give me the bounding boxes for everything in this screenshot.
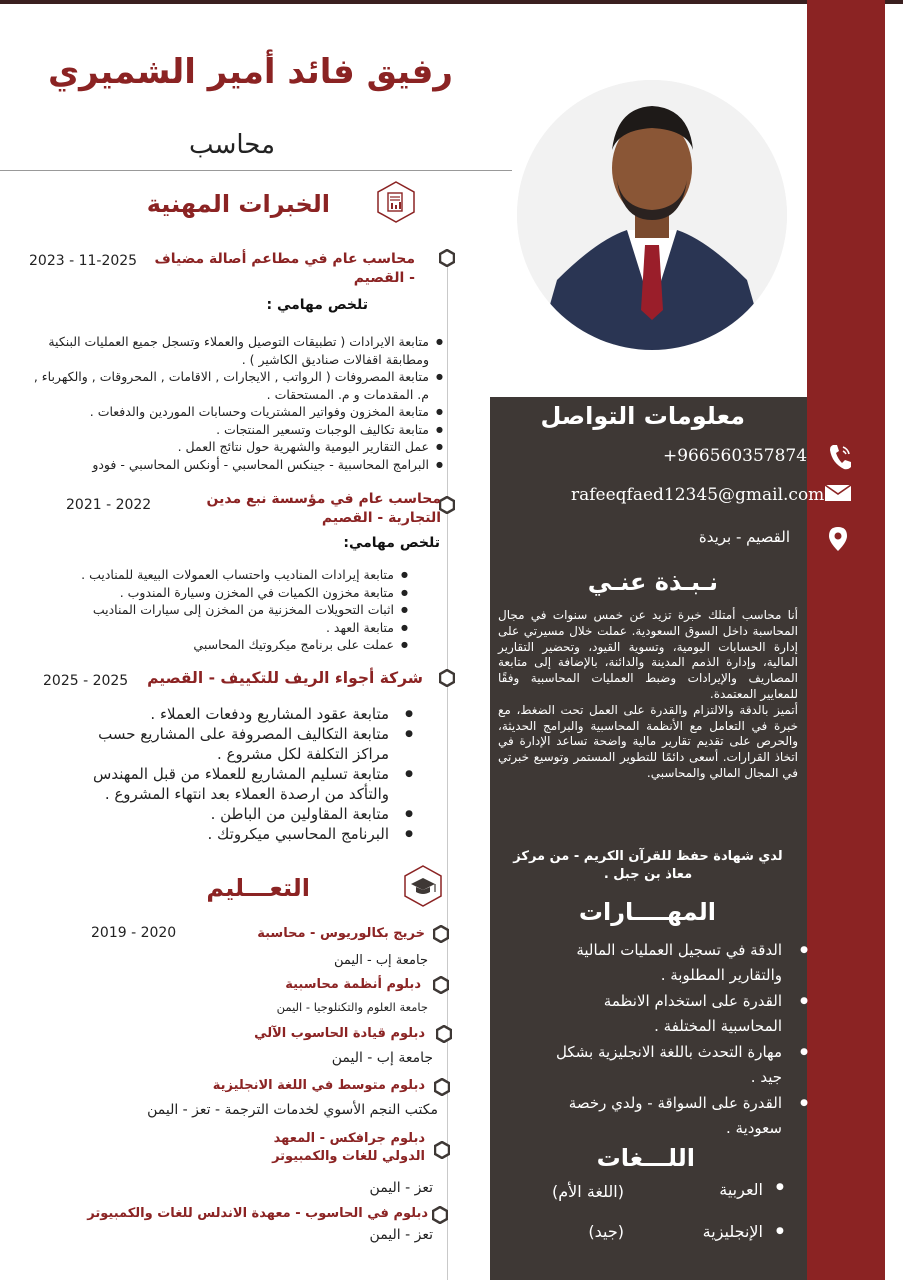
timeline-dot-icon <box>436 1025 452 1043</box>
list-item: ● عمل التقارير اليومية والشهرية حول نتائج العمل . <box>33 438 443 456</box>
timeline-dot-icon <box>434 1078 450 1096</box>
timeline-dot-icon <box>439 249 455 267</box>
about-heading: نـبـذة عنـي <box>587 568 718 596</box>
job-tasks-3 <box>93 704 413 844</box>
edu-date-1: 2019 - 2020 <box>91 925 177 941</box>
job-subtitle-1: تلخص مهامي : <box>266 297 368 313</box>
edu-institution-3: جامعة إب - اليمن <box>331 1050 433 1066</box>
timeline-line <box>447 262 448 1280</box>
skills-list <box>538 938 808 1142</box>
edu-institution-4: مكتب النجم الأسوي لخدمات الترجمة - تعز - اليمن <box>147 1102 438 1118</box>
timeline-dot-icon <box>433 976 449 994</box>
list-item: ● متابعة المخزون وفواتير المشتريات وحسابات الموردين والدفعات . <box>33 403 443 421</box>
location-text: القصيم - بريدة <box>698 528 790 546</box>
list-item: ● مهارة التحدث باللغة الانجليزية بشكل جيد . <box>538 1040 808 1090</box>
timeline-dot-icon <box>439 496 455 514</box>
experience-heading: الخبرات المهنية <box>146 190 330 218</box>
job-title-3: شركة أجواء الريف للتكييف - القصيم <box>147 669 423 687</box>
graduation-cap-icon <box>402 864 444 908</box>
profile-photo <box>517 80 787 350</box>
list-item: ● متابعة تكاليف الوجبات وتسعير المنتجات . <box>33 421 443 439</box>
edu-institution-5: تعز - اليمن <box>369 1180 433 1196</box>
job-tasks-2 <box>48 566 408 654</box>
full-name: رفيق فائد أمير الشميري <box>47 52 453 92</box>
job-title: محاسب <box>189 130 275 160</box>
bullet-icon: ● <box>776 1182 784 1192</box>
about-bio: أنا محاسب أمتلك خبرة تزيد عن خمس سنوات في مجال المحاسبة داخل السوق السعودية. عملت خلال مسيرتي على إدارة الحسابات اليومية، وتسوية القيود، وتحضير التقارير المالية، وإدارة الذمم المدينة والدائنة، بالإضافة إلى متابعة المصاريف والإيرادات وضبط العمليات المحاسبية وفقًا للمعايير المعتمدة. أتميز بالدقة والالتزام والقدرة على العمل تحت الضغط، مع خبرة في التعامل مع الأنظمة المحاسبية والبرامج الحديثة، والحرص على تقديم تقارير مالية واضحة تساعد الإدارة في اتخاذ القرارات. أسعى دائمًا للتطوير المستمر وتوسيع خبرتي في المجال المالي والمحاسبي. <box>498 608 798 780</box>
list-item: ● متابعة مخزون الكميات في المخزن وسيارة المندوب . <box>48 584 408 602</box>
job-date-3: 2025 - 2025 <box>43 673 129 689</box>
phone-icon <box>828 443 852 475</box>
edu-institution-2: جامعة العلوم والتكنلوجيا - اليمن <box>276 1000 428 1014</box>
edu-title-5: دبلوم جرافكس - المعهد الدولي للغات والكمبيوتر <box>272 1131 425 1164</box>
job-tasks-1 <box>33 333 443 473</box>
language-level-1: (اللغة الأم) <box>552 1182 624 1201</box>
education-heading: التعـــليم <box>206 874 310 902</box>
list-item: ● الدقة في تسجيل العمليات المالية والتقارير المطلوبة . <box>538 938 808 988</box>
list-item: ● القدرة على استخدام الانظمة المحاسبية المختلفة . <box>538 989 808 1039</box>
email-address: rafeeqfaed12345@gmail.com <box>571 485 825 505</box>
edu-title-3: دبلوم قيادة الحاسوب الآلي <box>254 1026 425 1041</box>
edu-institution-6: تعز - اليمن <box>369 1227 433 1243</box>
phone-number: +966560357874 <box>663 446 808 466</box>
list-item: ● متابعة المصروفات ( الرواتب , الايجارات , الاقامات , المحروقات , والكهرباء , م. المقدمات و م. المستحقات . <box>33 368 443 403</box>
language-name-1: العربية <box>719 1180 763 1199</box>
top-border <box>0 0 903 4</box>
language-name-2: الإنجليزية <box>702 1222 763 1241</box>
timeline-dot-icon <box>432 1206 448 1224</box>
location-pin-icon <box>828 526 848 556</box>
list-item: ● عملت على برنامج ميكروتيك المحاسبي <box>48 636 408 654</box>
job-date-2: 2021 - 2022 <box>66 497 152 513</box>
edu-title-1: خريج بكالوريوس - محاسبة <box>257 926 425 941</box>
email-icon <box>824 484 852 506</box>
languages-heading: اللـــغات <box>596 1144 695 1172</box>
list-item: ● البرنامج المحاسبي ميكروتك . <box>93 824 413 844</box>
list-item: ● اثبات التحويلات المخزنية من المخزن إلى سيارات المناديب <box>48 601 408 619</box>
timeline-dot-icon <box>433 925 449 943</box>
header-divider <box>0 170 512 171</box>
side-color-bar <box>807 0 885 1280</box>
skills-heading: المهــــارات <box>578 898 716 926</box>
edu-title-4: دبلوم متوسط في اللغة الانجليزية <box>212 1078 425 1093</box>
job-date-1: 2023 - 11-2025 <box>29 253 138 269</box>
list-item: ● متابعة إيرادات المناديب واحتساب العمولات البيعية للمناديب . <box>48 566 408 584</box>
edu-institution-1: جامعة إب - اليمن <box>333 953 428 968</box>
list-item: ● متابعة التكاليف المصروفة على المشاريع حسب مراكز التكلفة لكل مشروع . <box>93 724 413 764</box>
list-item: ● البرامج المحاسبية - جينكس المحاسبي - أونكس المحاسبي - فودو <box>33 456 443 474</box>
list-item: ● القدرة على السواقة - ولدي رخصة سعودية . <box>538 1091 808 1141</box>
job-subtitle-2: تلخص مهامي: <box>343 535 440 551</box>
job-title-2: محاسب عام في مؤسسة نبع مدين التجارية - القصيم <box>206 491 441 526</box>
contact-heading: معلومات التواصل <box>540 402 745 430</box>
edu-title-2: دبلوم أنظمة محاسبية <box>285 977 421 992</box>
quran-certificate: لدي شهادة حفظ للقرآن الكريم - من مركز معاذ بن جبل . <box>513 849 783 882</box>
list-item: ● متابعة عقود المشاريع ودفعات العملاء . <box>93 704 413 724</box>
timeline-dot-icon <box>439 669 455 687</box>
report-icon <box>375 180 417 224</box>
list-item: ● متابعة تسليم المشاريع للعملاء من قبل المهندس والتأكد من ارصدة العملاء بعد انتهاء المشروع . <box>93 764 413 804</box>
edu-title-6: دبلوم في الحاسوب - معهدة الاندلس للغات والكمبيوتر <box>87 1206 428 1221</box>
list-item: ● متابعة العهد . <box>48 619 408 637</box>
bullet-icon: ● <box>776 1226 784 1236</box>
list-item: ● متابعة الايرادات ( تطبيقات التوصيل والعملاء وتسجل جميع العمليات البنكية ومطابقة اقفالات صناديق الكاشير ) . <box>33 333 443 368</box>
timeline-dot-icon <box>434 1141 450 1159</box>
job-title-1: محاسب عام في مطاعم أصالة مضياف - القصيم <box>154 251 415 286</box>
list-item: ● متابعة المقاولين من الباطن . <box>93 804 413 824</box>
language-level-2: (جيد) <box>588 1222 624 1241</box>
